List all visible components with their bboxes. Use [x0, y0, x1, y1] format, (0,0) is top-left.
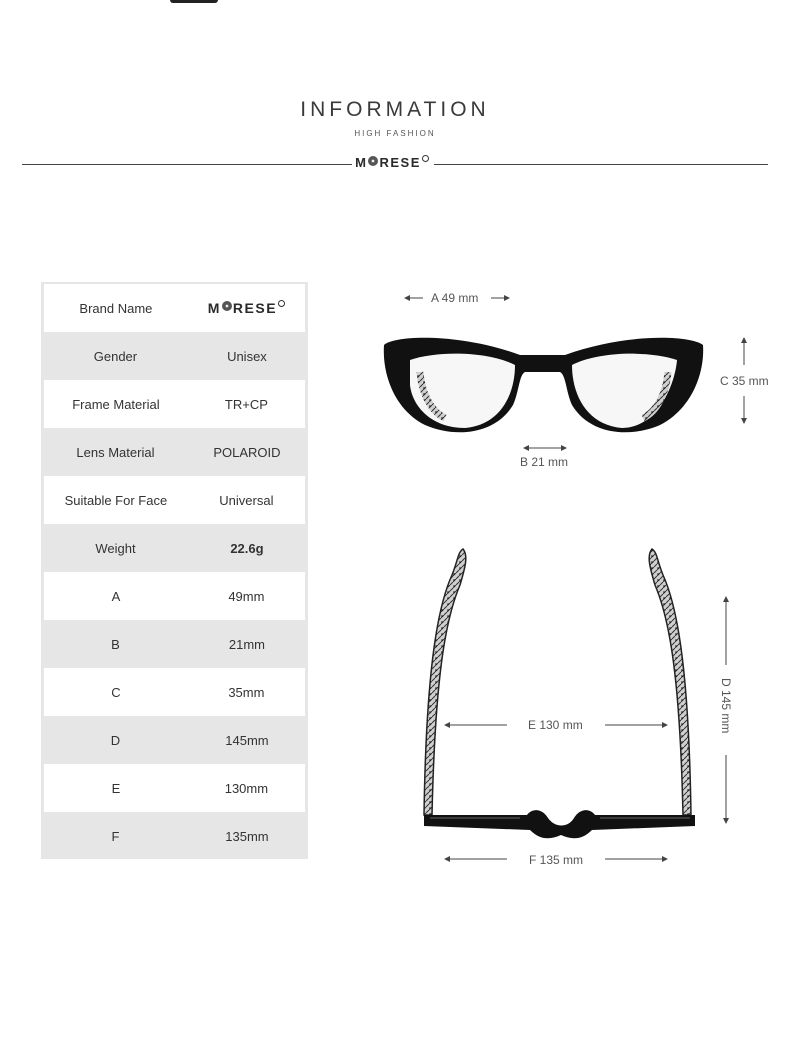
spec-label: A [111, 588, 121, 604]
dim-a-label: A 49 mm [431, 291, 479, 305]
dim-d-label: D 145 mm [719, 678, 733, 734]
dim-f-label: F 135 mm [529, 853, 584, 867]
spec-label: Brand Name [79, 300, 153, 316]
spec-value: POLAROID [213, 444, 281, 460]
spec-value: 130mm [224, 780, 269, 796]
temple-left [424, 549, 466, 815]
spec-value: Universal [219, 492, 274, 508]
spec-label: Gender [93, 348, 138, 364]
dim-b-label: B 21 mm [520, 455, 569, 469]
spec-label: Frame Material [72, 396, 160, 412]
spec-value: TR+CP [224, 396, 268, 412]
dim-c-label: C 35 mm [720, 374, 769, 388]
spec-value: 21mm [228, 636, 265, 652]
spec-value: 35mm [228, 684, 265, 700]
spec-label: Lens Material [76, 444, 155, 460]
spec-label: D [110, 732, 121, 748]
spec-label: F [111, 828, 120, 844]
brand-logo-text-rest: RESE [379, 155, 421, 170]
spec-label: C [111, 684, 121, 700]
page-subtitle: HIGH FASHION [354, 129, 436, 138]
spec-label: B [111, 636, 120, 652]
frame-top [424, 810, 695, 838]
spec-value: 145mm [225, 732, 269, 748]
glasses-top-view [424, 549, 695, 838]
spec-value: 135mm [225, 828, 269, 844]
glasses-front-view [384, 338, 703, 432]
brand-logo: M RESE [208, 300, 285, 316]
spec-label: Suitable For Face [64, 492, 168, 508]
spec-label: Weight [95, 540, 136, 556]
brand-logo-text: M [355, 155, 368, 170]
dim-e-label: E 130 mm [528, 718, 583, 732]
spec-value: 22.6g [230, 540, 264, 556]
page-title: INFORMATION [300, 98, 490, 121]
spec-value: 49mm [228, 588, 265, 604]
temple-right [649, 549, 691, 815]
spec-value: Unisex [227, 348, 267, 364]
spec-label: E [111, 780, 121, 796]
